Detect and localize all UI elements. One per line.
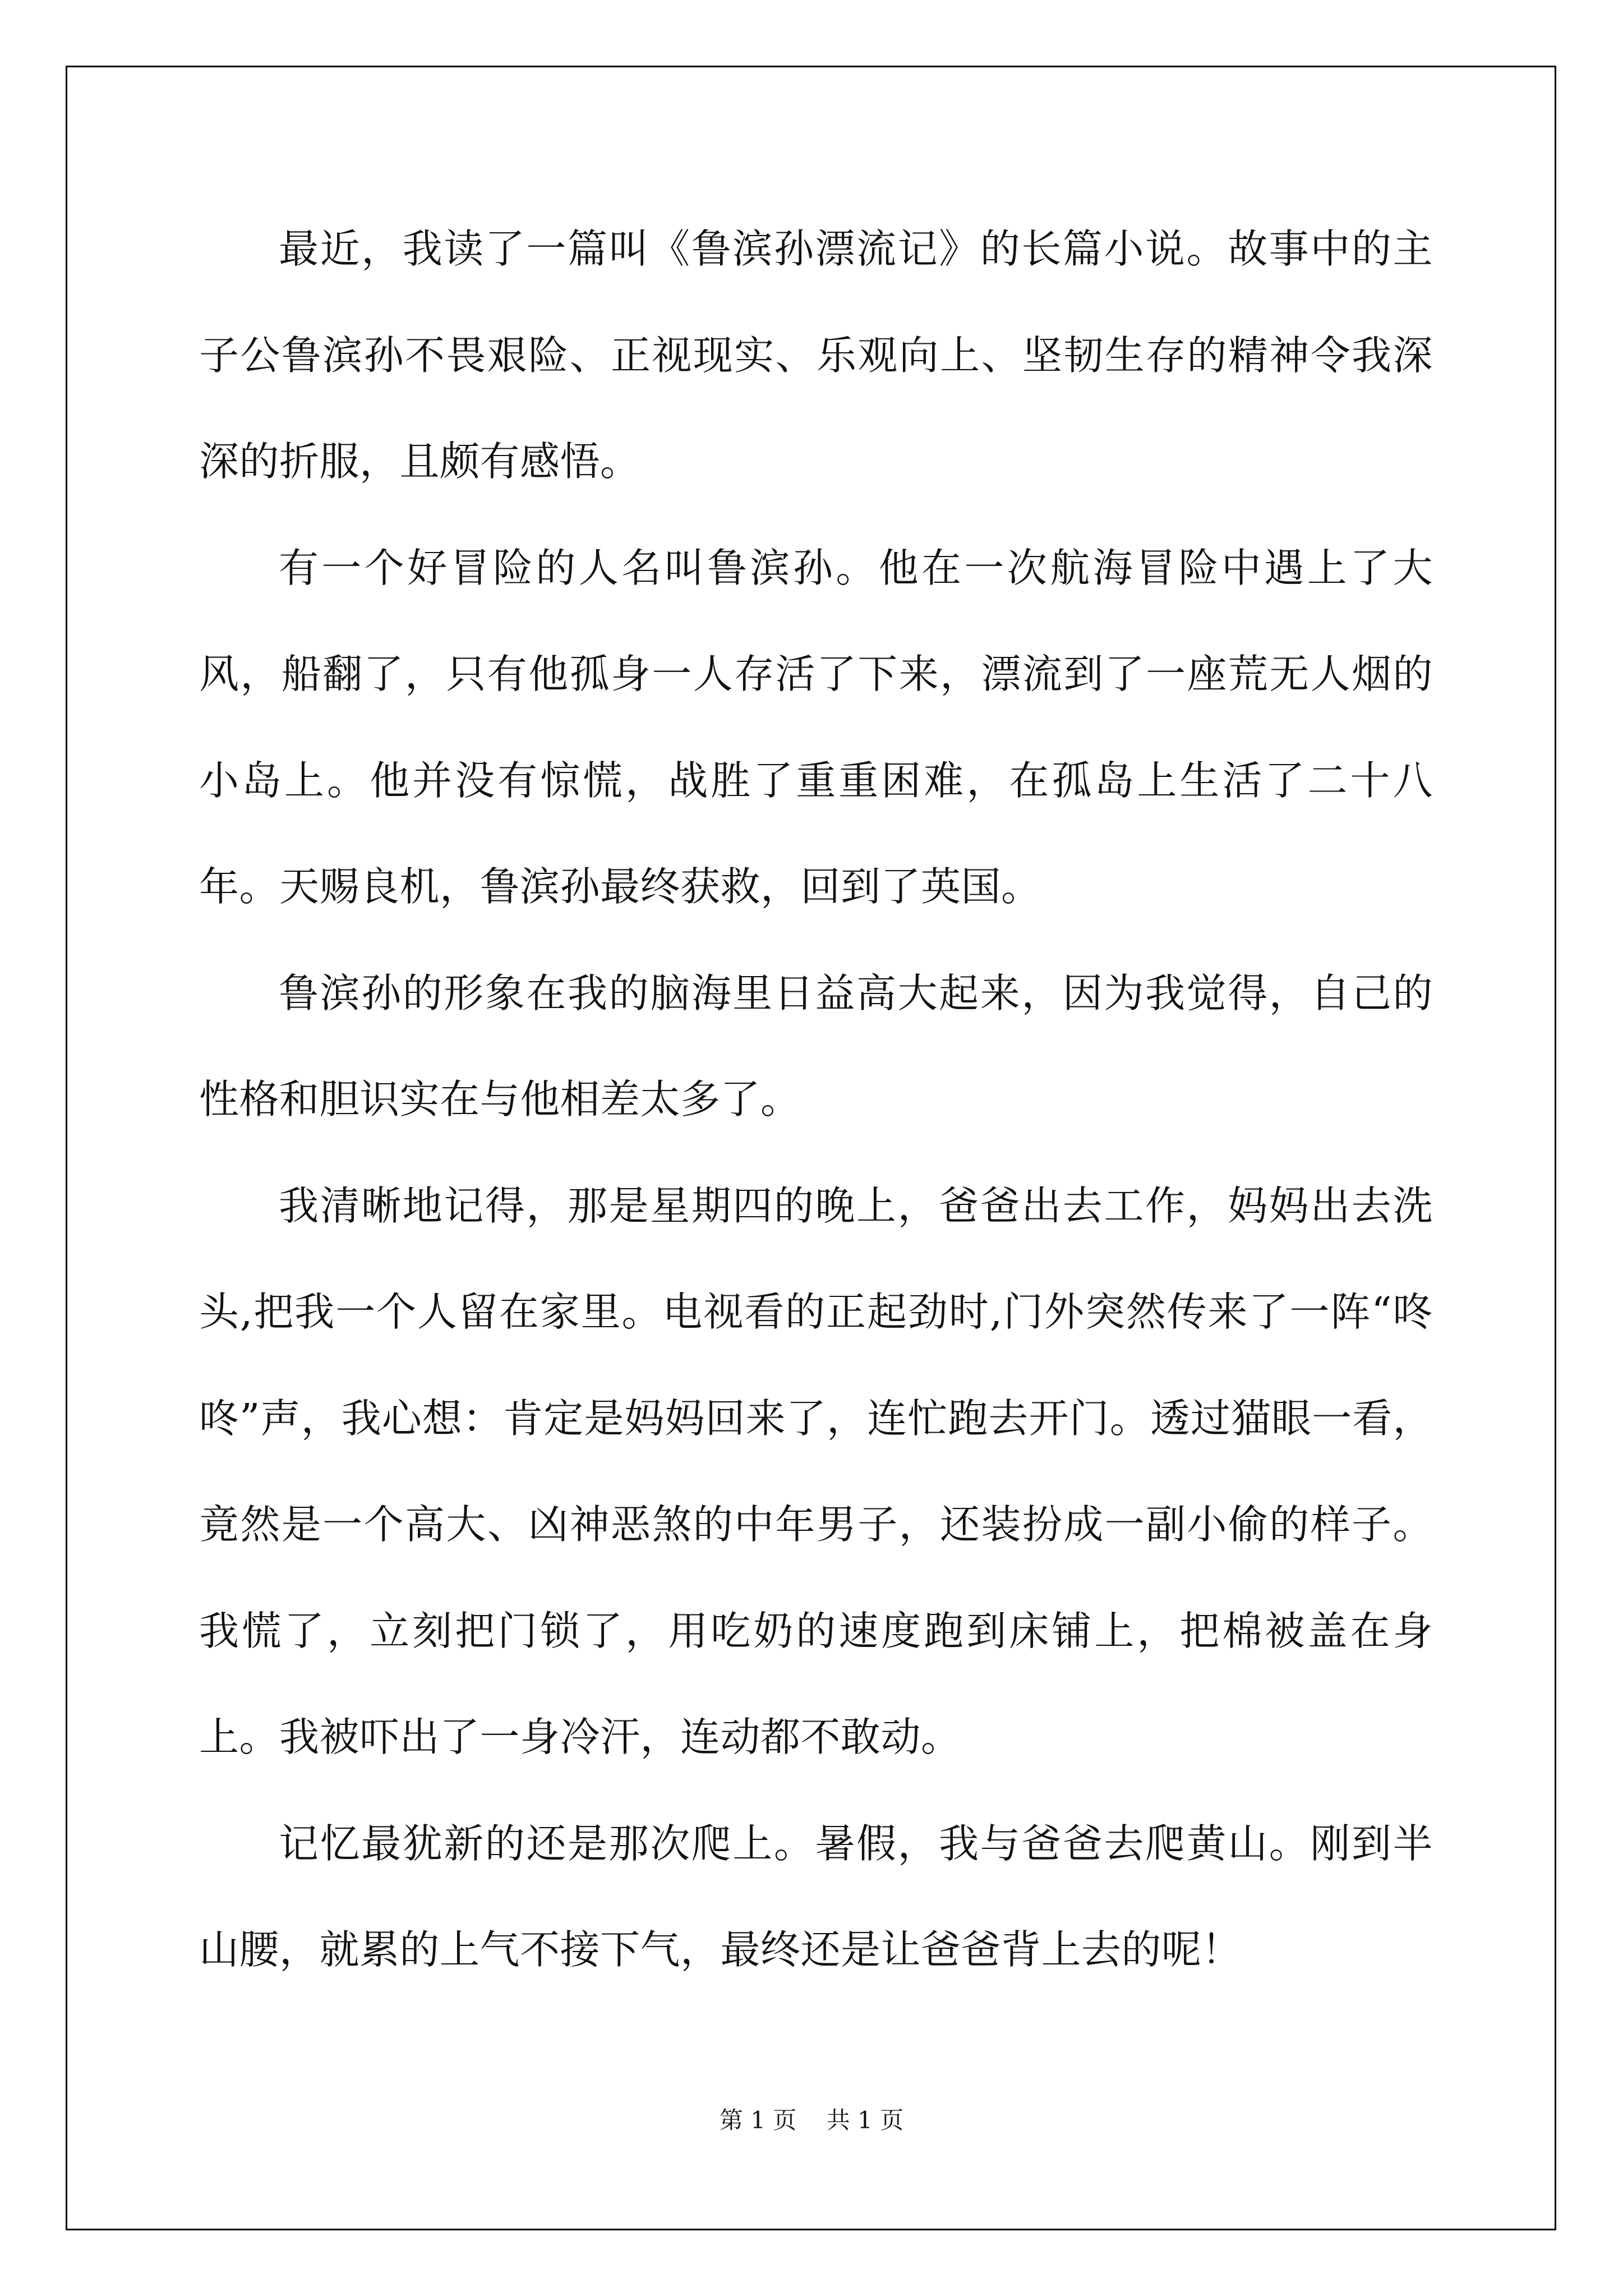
- footer-separator: [796, 2106, 826, 2134]
- paragraph-3: 鲁滨孙的形象在我的脑海里日益高大起来，因为我觉得，自己的性格和胆识实在与他相差太多了。: [199, 969, 1433, 1122]
- paragraph-2: 有一个好冒险的人名叫鲁滨孙。他在一次航海冒险中遇上了大风，船翻了，只有他孤身一人存活了下来，漂流到了一座荒无人烟的小岛上。他并没有惊慌，战胜了重重困难，在孤岛上生活了二十八年。天赐良机，鲁滨孙最终获救，回到了英国。: [199, 544, 1433, 910]
- paragraph-1: 最近，我读了一篇叫《鲁滨孙漂流记》的长篇小说。故事中的主子公鲁滨孙不畏艰险、正视现实、乐观向上、坚韧生存的精神令我深深的折服，且颇有感悟。: [199, 226, 1433, 485]
- paragraph-4: 我清晰地记得，那是星期四的晚上，爸爸出去工作，妈妈出去洗头,把我一个人留在家里。电视看的正起劲时,门外突然传来了一阵“咚咚”声，我心想：肯定是妈妈回来了，连忙跑去开门。透过猫眼一看，竟然是一个高大、凶神恶煞的中年男子，还装扮成一副小偷的样子。我慌了，立刻把门锁了，用吃奶的速度跑到床铺上，把棉被盖在身上。我被吓出了一身冷汗，连动都不敢动。: [199, 1182, 1433, 1760]
- paragraph-5: 记忆最犹新的还是那次爬上。暑假，我与爸爸去爬黄山。刚到半山腰，就累的上气不接下气，最终还是让爸爸背上去的呢！: [199, 1820, 1433, 1973]
- page-number: 第 1 页: [719, 2106, 797, 2134]
- page-total: 共 1 页: [826, 2106, 904, 2134]
- page-footer: [0, 2104, 1623, 2137]
- document-body: [199, 196, 1433, 2003]
